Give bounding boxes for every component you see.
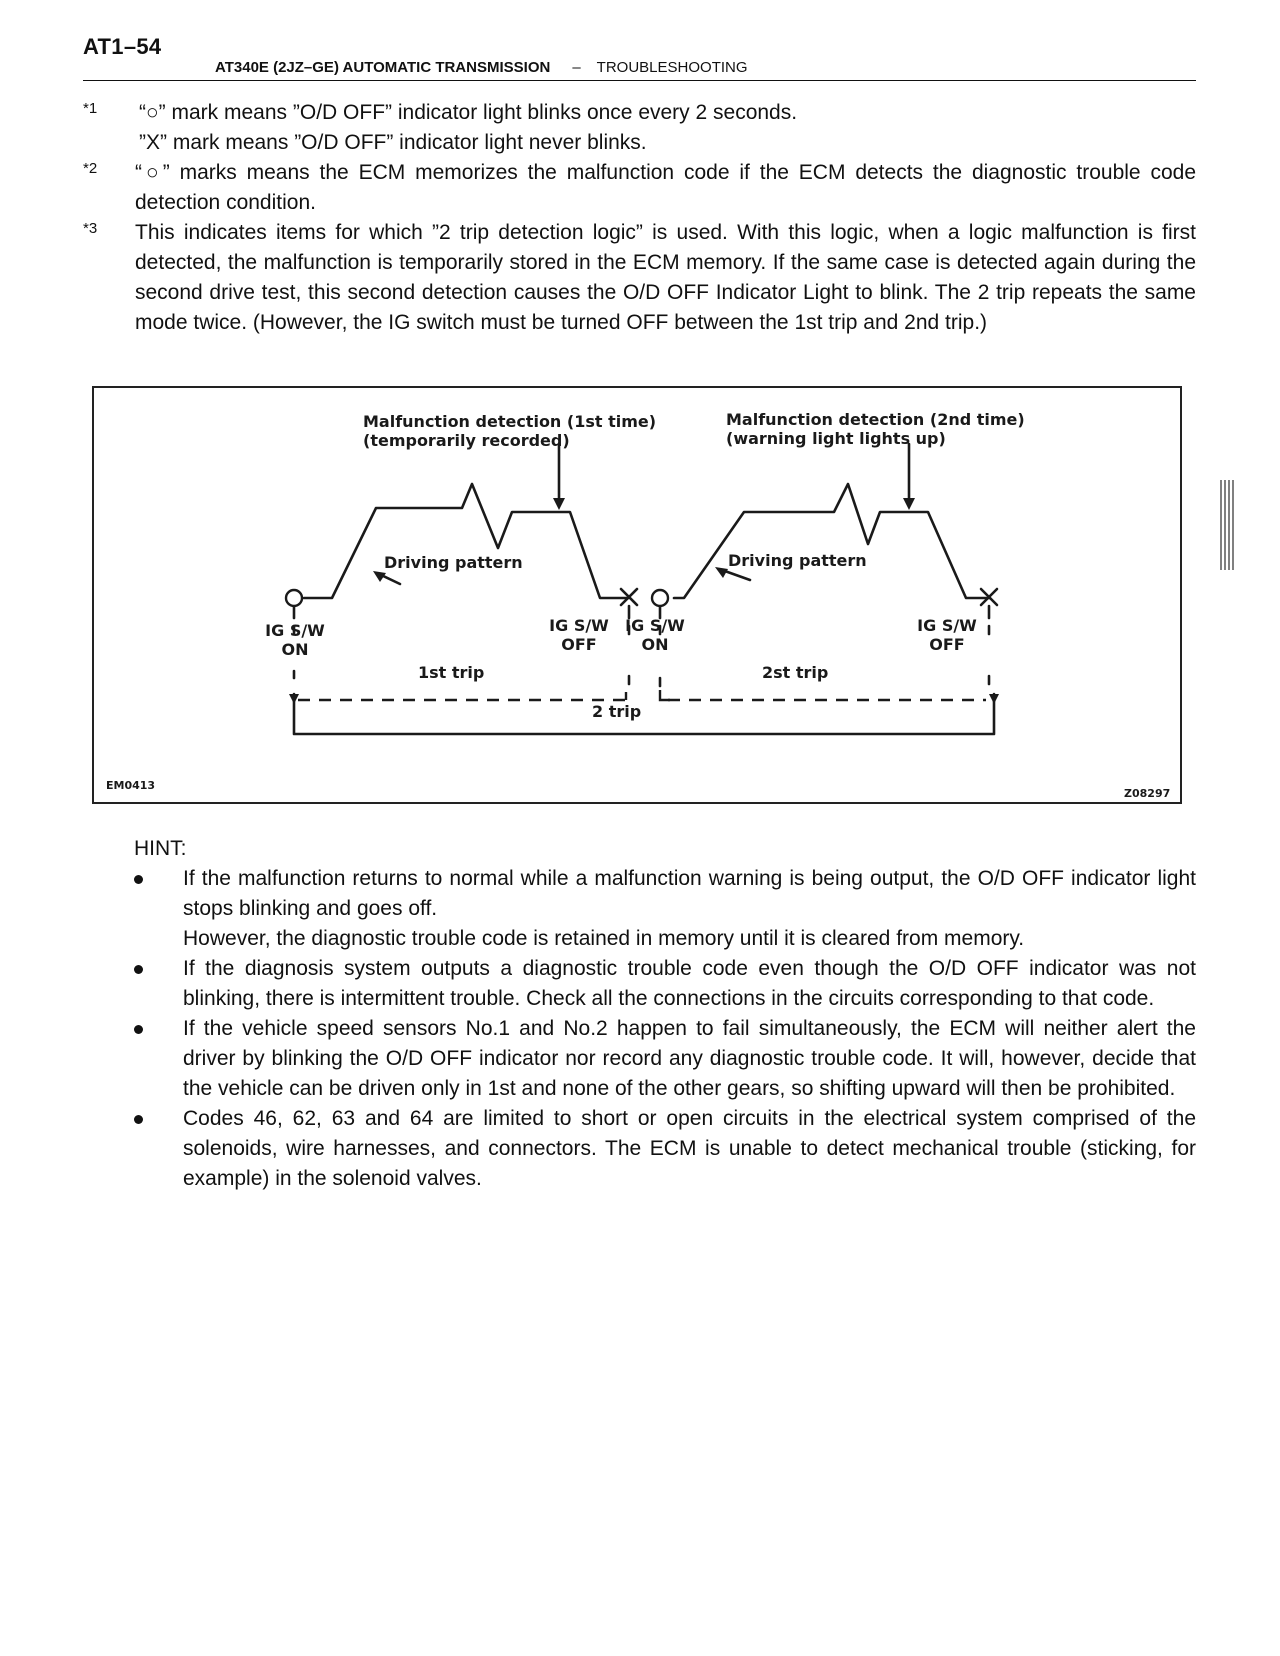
ig-on-1-line-2: ON (281, 640, 309, 659)
figure-code-left: EM0413 (106, 779, 156, 792)
hint-item-1-para-1: If the malfunction returns to normal while a malfunction warning is being output, the O/D OFF indicator light stops blinking and goes off. (183, 867, 1196, 920)
note-1 (83, 98, 1196, 158)
running-header (215, 59, 748, 76)
ig-off-1-label (544, 616, 614, 654)
two-trip-diagram-lines (94, 388, 1180, 802)
note-3-mark: *3 (83, 220, 98, 237)
detection-2-label (726, 410, 1025, 448)
hint-item-1-para-2: However, the diagnostic trouble code is retained in memory until it is cleared from memory. (183, 927, 1025, 950)
detection-2-line-1: Malfunction detection (2nd time) (726, 410, 1025, 429)
ig-on-2-label (620, 616, 690, 654)
hint-item (134, 954, 1196, 1014)
ig-off-2-line-1: IG S/W (917, 616, 977, 635)
ig-on-1-label (260, 621, 330, 659)
ig-off-1-line-2: OFF (561, 635, 597, 654)
note-2-line-1: “○” marks means the ECM memorizes the malfunction code if the ECM detects the diagnostic trouble code detection condition. (135, 161, 1196, 214)
bullet-icon (134, 1025, 143, 1034)
page-edge-mark (1220, 480, 1234, 570)
note-1-line-1: “○” mark means ”O/D OFF” indicator light blinks once every 2 seconds. (139, 101, 798, 124)
driving-pattern-1-label: Driving pattern (384, 553, 523, 572)
trip-1-label: 1st trip (418, 663, 485, 682)
note-3 (83, 218, 1196, 338)
header-separator: – (572, 59, 581, 76)
header-rule (83, 80, 1196, 81)
hint-list (134, 864, 1196, 1194)
footnotes (83, 98, 1196, 338)
detection-1-label (363, 412, 656, 450)
hint-item (134, 1014, 1196, 1104)
subsection-title: TROUBLESHOOTING (596, 59, 748, 76)
ig-on-1-line-1: IG S/W (265, 621, 325, 640)
note-1-line-2: ”X” mark means ”O/D OFF” indicator light never blinks. (139, 131, 647, 154)
detection-2-line-2: (warning light lights up) (726, 429, 946, 448)
ig-on-circle-2 (652, 590, 668, 606)
driving-pattern-1-line (304, 484, 628, 598)
ig-off-2-line-2: OFF (929, 635, 965, 654)
ig-on-2-line-2: ON (641, 635, 669, 654)
bullet-icon (134, 1115, 143, 1124)
note-2 (83, 158, 1196, 218)
detection-1-line-2: (temporarily recorded) (363, 431, 570, 450)
ig-off-1-line-1: IG S/W (549, 616, 609, 635)
hint-item (134, 864, 1196, 954)
total-trip-label: 2 trip (592, 702, 642, 721)
bullet-icon (134, 875, 143, 884)
page-number: AT1–54 (83, 34, 162, 59)
hint-item (134, 1104, 1196, 1194)
hint-section (134, 834, 1196, 1194)
trip-2-label: 2st trip (762, 663, 829, 682)
driving-pattern-2-label: Driving pattern (728, 551, 867, 570)
ig-on-circle-1 (286, 590, 302, 606)
figure-code-right: Z08297 (1124, 787, 1171, 800)
hint-title: HINT: (134, 837, 187, 860)
section-title: AT340E (2JZ–GE) AUTOMATIC TRANSMISSION (215, 59, 551, 76)
note-1-mark: *1 (83, 100, 98, 117)
hint-item-4-para-1: Codes 46, 62, 63 and 64 are limited to short or open circuits in the electrical system comprised of the solenoids, wire harnesses, and connectors. The ECM is unable to detect mechanical trouble (sticking, for example) in the solenoid valves. (183, 1107, 1196, 1190)
hint-item-3-para-1: If the vehicle speed sensors No.1 and No.2 happen to fail simultaneously, the ECM will neither alert the driver by blinking the O/D OFF indicator nor record any diagnostic trouble code. It will, however, decide that the vehicle can be driven only in 1st and none of the other gears, so shifting upward will then be prohibited. (183, 1017, 1196, 1100)
detection-1-line-1: Malfunction detection (1st time) (363, 412, 657, 431)
note-3-line-1: This indicates items for which ”2 trip detection logic” is used. With this logic, when a logic malfunction is first detected, the malfunction is temporarily stored in the ECM memory. If the same case is detected again during the second drive test, this second detection causes the O/D OFF Indicator Light to blink. The 2 trip repeats the same mode twice. (However, the IG switch must be turned OFF between the 1st trip and 2nd trip.) (135, 221, 1196, 334)
note-2-mark: *2 (83, 160, 98, 177)
driving-pattern-2-line (674, 484, 990, 598)
bullet-icon (134, 965, 143, 974)
hint-item-2-para-1: If the diagnosis system outputs a diagnostic trouble code even though the O/D OFF indicator was not blinking, there is intermittent trouble. Check all the connections in the circuits corresponding to that code. (183, 957, 1196, 1010)
two-trip-diagram (92, 386, 1182, 804)
ig-on-2-line-1: IG S/W (625, 616, 685, 635)
ig-off-2-label (912, 616, 982, 654)
